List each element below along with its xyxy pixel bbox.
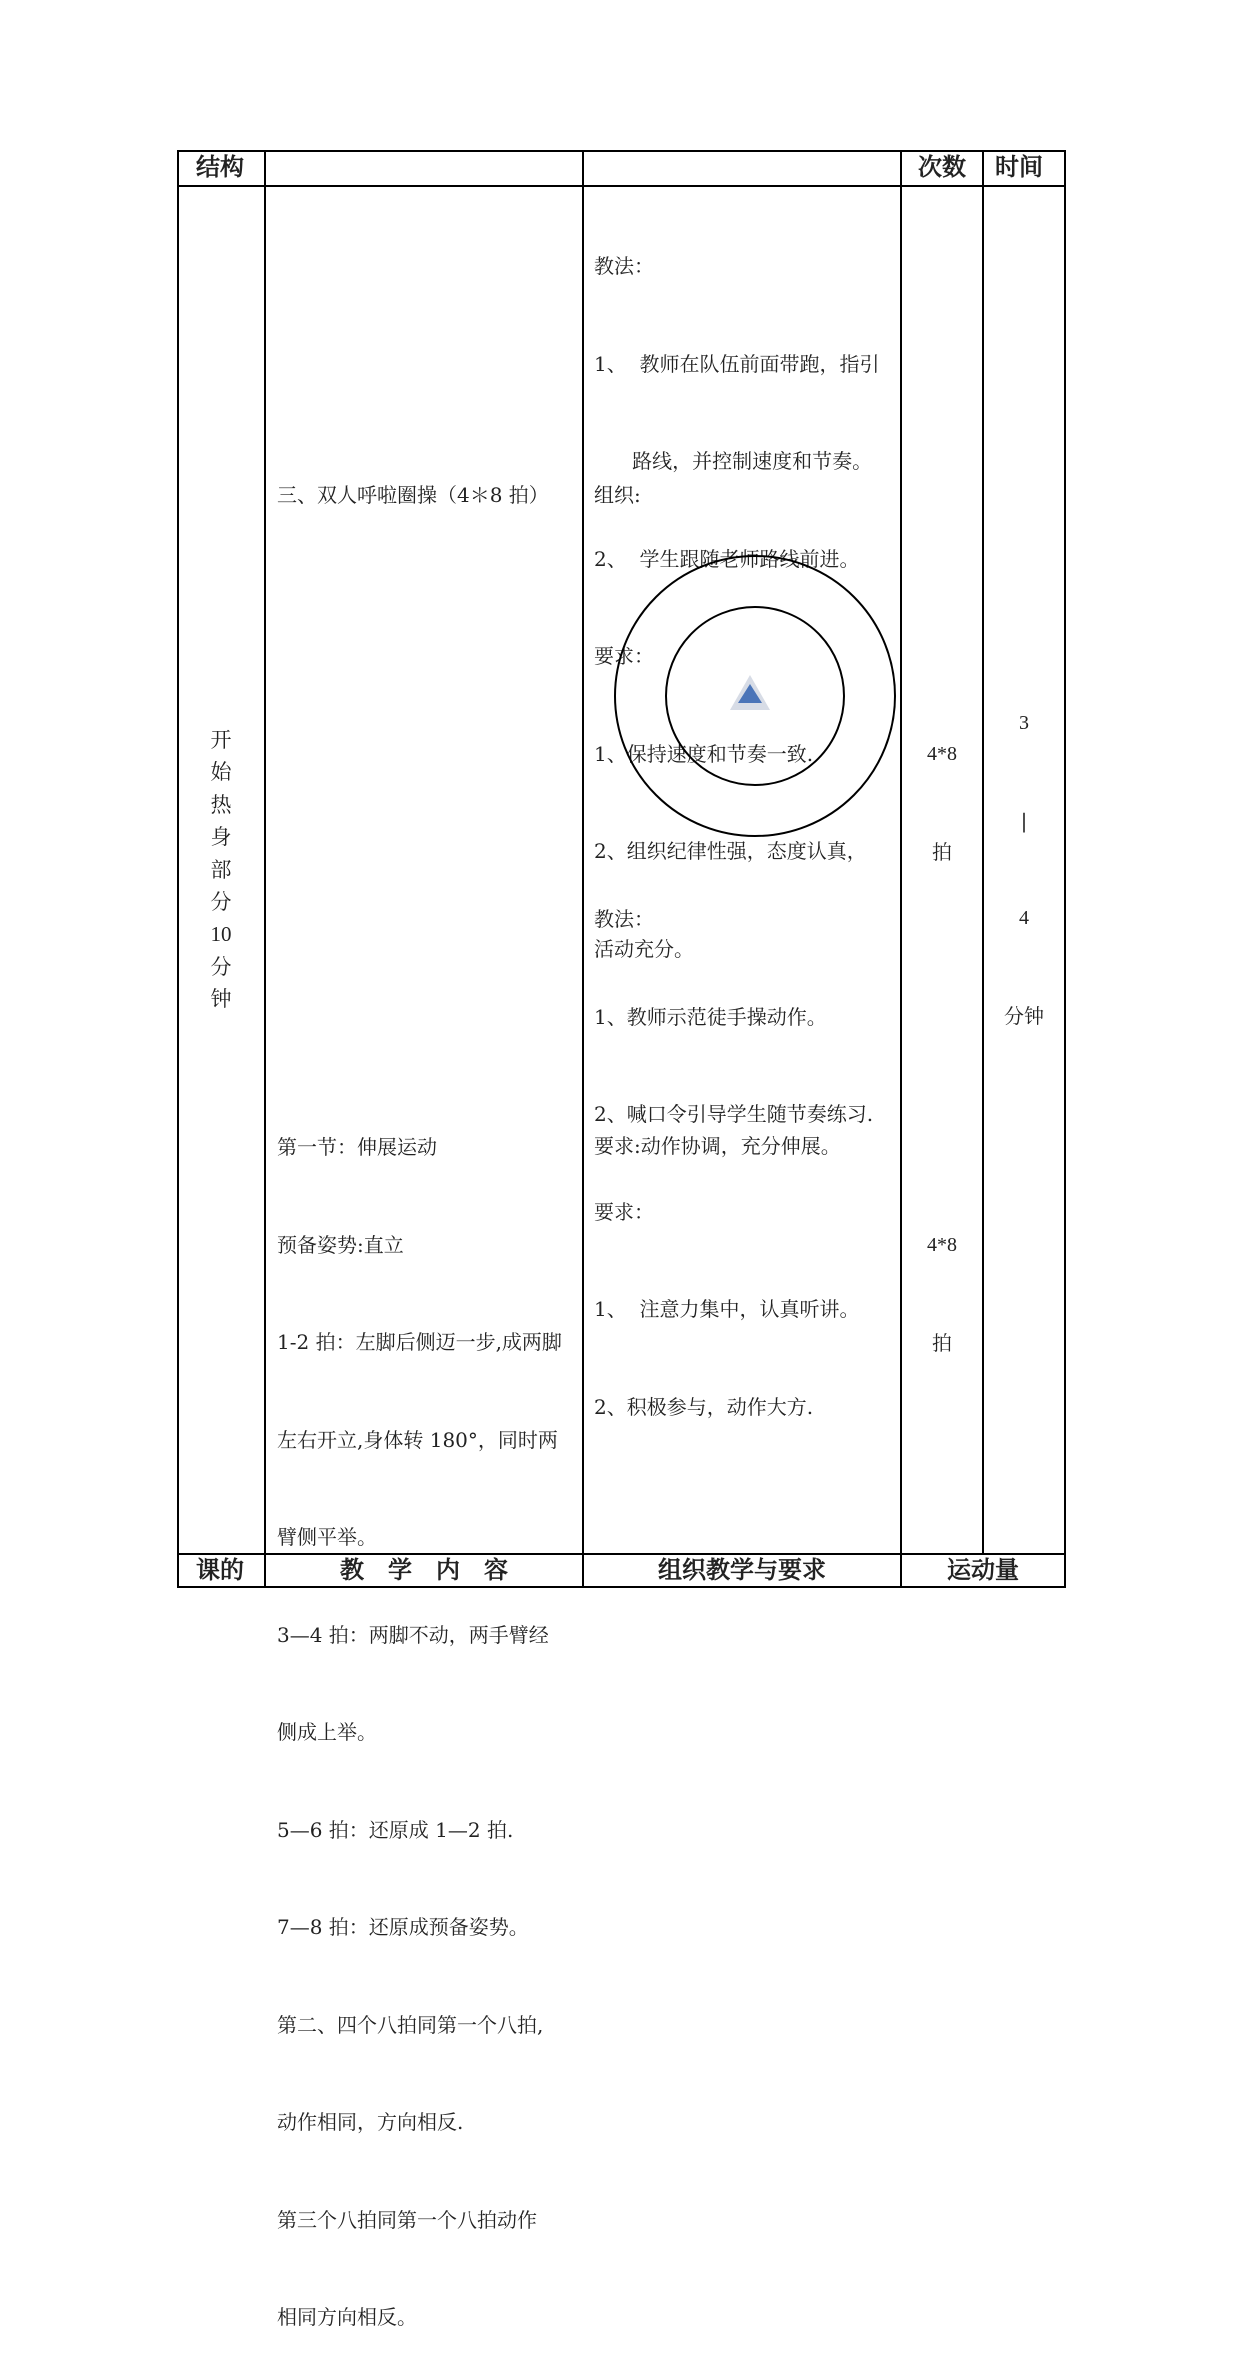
count-unit: 拍: [932, 839, 952, 864]
content-line: 动作相同，方向相反.: [277, 2110, 464, 2134]
header-count: 次数: [918, 153, 966, 181]
time-line: 3: [1019, 712, 1029, 734]
org-line: 2、喊口令引导学生随节奏练习.: [594, 1102, 874, 1126]
section-label-char: 钟: [210, 987, 232, 1012]
table-right-border: [1064, 150, 1066, 1588]
section-label: [201, 724, 241, 1016]
count-value: 4*8: [927, 743, 957, 765]
org-line: 教法：: [594, 907, 654, 931]
time-line: 4: [1019, 907, 1029, 929]
section-label-char: 始: [210, 760, 232, 785]
org-line: 2、 学生跟随老师路线前进。: [594, 546, 860, 571]
content-line: 相同方向相反。: [277, 2305, 417, 2329]
section-label-char: 10: [210, 922, 232, 947]
content-line: 3—4 拍：两脚不动，两手臂经: [277, 1622, 549, 1647]
org-line: 要求：: [594, 1199, 654, 1224]
footer-lesson: 课的: [196, 1556, 244, 1584]
org-line: 路线，并控制速度和节奏。: [594, 449, 873, 473]
content-item-three: 三、双人呼啦圈操（4＊8 拍）: [277, 483, 549, 507]
org-line: 2、积极参与，动作大方.: [594, 1394, 814, 1419]
time-line: 分钟: [1004, 1003, 1044, 1028]
org-line: 1、教师示范徒手操动作。: [594, 1004, 827, 1029]
content-line: 第一节：伸展运动: [277, 1135, 437, 1159]
footer-content: 教 学 内 容: [340, 1556, 508, 1584]
section-label-char: 分: [210, 890, 232, 915]
content-line: 左右开立,身体转 180°，同时两: [277, 1427, 558, 1452]
org-line: 1、 教师在队伍前面带跑，指引: [594, 351, 880, 376]
section-label-char: 身: [210, 825, 232, 850]
org-line: 1、 注意力集中，认真听讲。: [594, 1297, 860, 1321]
section-label-char: 分: [210, 954, 232, 979]
content-line: 臂侧平举。: [277, 1525, 377, 1549]
section-label-char: 热: [210, 792, 232, 817]
count-value: 4*8: [927, 1234, 957, 1256]
table-left-border: [177, 150, 179, 1588]
content-line: 第三个八拍同第一个八拍动作: [277, 2207, 537, 2232]
content-line: 第二、四个八拍同第一个八拍,: [277, 2012, 544, 2037]
formation-diagram: [606, 545, 906, 845]
org-line: 教法：: [594, 254, 654, 278]
count-second: [902, 1164, 982, 1392]
org-line: 要求：: [594, 644, 654, 668]
org-line: 1、保持速度和节奏一致.: [594, 741, 814, 766]
content-section-one: [277, 1066, 562, 2366]
org-line: 2、组织纪律性强，态度认真，: [594, 839, 867, 863]
footer-load: 运动量: [947, 1556, 1019, 1584]
content-line: 预备姿势:直立: [277, 1232, 404, 1257]
organization-label: 组织:: [594, 483, 641, 507]
header-time: 时间: [995, 153, 1043, 181]
section-label-char: 部: [210, 857, 232, 882]
org-line: 活动充分。: [594, 936, 694, 961]
count-first: [902, 673, 982, 901]
column-divider-1: [264, 150, 266, 1588]
time-line: |: [1020, 808, 1028, 833]
column-divider-2: [582, 150, 584, 1588]
time-value: [984, 642, 1064, 1065]
header-structure: 结构: [196, 153, 244, 181]
section-label-char: 开: [210, 728, 232, 752]
content-line: 1-2 拍：左脚后侧迈一步,成两脚: [277, 1330, 562, 1354]
footer-organization: 组织教学与要求: [658, 1556, 826, 1584]
content-line: 7—8 拍：还原成预备姿势。: [277, 1915, 529, 1939]
count-unit: 拍: [932, 1330, 952, 1355]
organization-requirement: 要求:动作协调，充分伸展。: [594, 1134, 841, 1158]
content-line: 5—6 拍：还原成 1—2 拍.: [277, 1817, 514, 1842]
content-line: 侧成上举。: [277, 1720, 377, 1744]
